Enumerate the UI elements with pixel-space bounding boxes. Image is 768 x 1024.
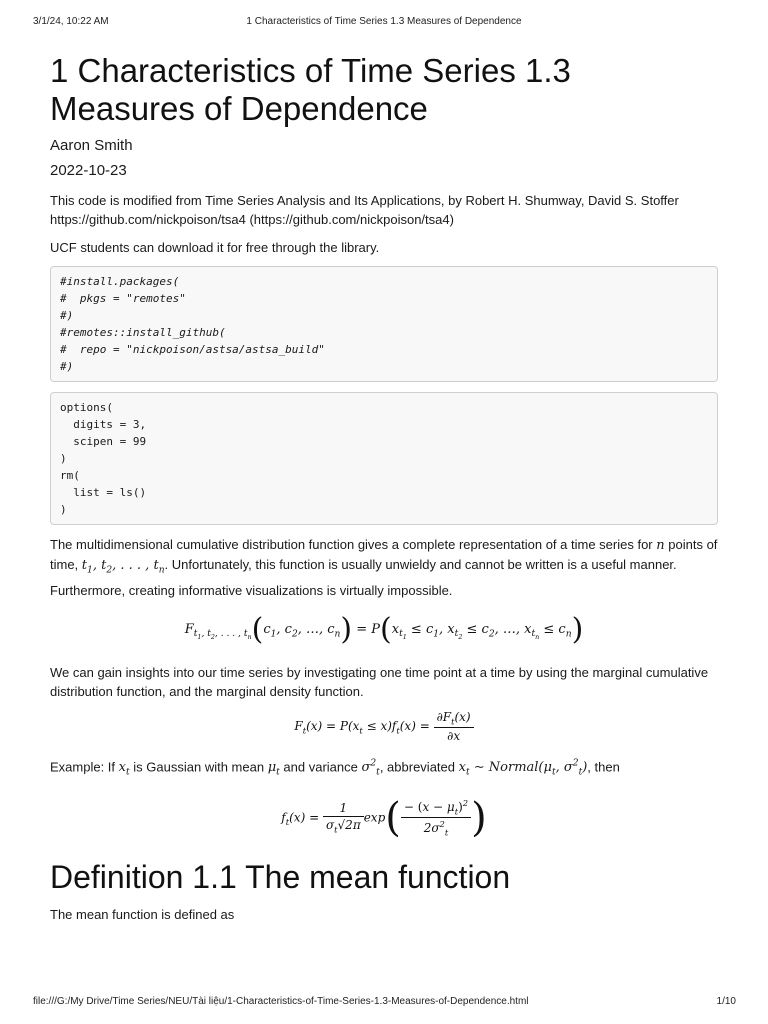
print-datetime: 3/1/24, 10:22 AM [33, 16, 109, 27]
math-xt: $x_t$ [118, 760, 130, 778]
math-mu: $\mu_t$ [267, 760, 280, 778]
cdf-text-a: The multidimensional cumulative distribution function gives a complete representation of a time series for [50, 537, 653, 552]
cdf-text-b: points of time, [50, 537, 718, 572]
intro-paragraph [50, 191, 718, 229]
print-page-title: 1 Characteristics of Time Series 1.3 Measures of Dependence [246, 16, 522, 27]
ucf-note: UCF students can download it for free through the library. [50, 240, 380, 255]
math-time-points: $t_1$, $t_2$, . . . , $t_n$ [81, 558, 165, 576]
code-options-text: options( digits = 3, scipen = 99 ) rm( list = ls() ) [60, 401, 147, 516]
cdf-text-c: . Unfortunately, this function is usually unwieldy and cannot be written is a useful manner. Furthermore, creating informative visualizations is virtually impossible. [50, 557, 677, 598]
document-author: Aaron Smith [50, 137, 133, 154]
example-text-c: and variance [283, 759, 358, 775]
math-n: n [656, 538, 665, 553]
equation-joint-cdf: $F_{t_1, t_2, . . . , t_n}(c_1$, $c_2$, …, $c_n) = P(x_{t_1} \le c_1$, $x_{t_2} \le c_2$, …, $x_{t_n} \le c_n$) [184, 611, 584, 647]
intro-text: This code is modified from Time Series Analysis and Its Applications, by Robert H. Shumway, David S. Stoffer [50, 193, 679, 208]
section-heading-mean-function: Definition 1.1 The mean function [50, 858, 511, 895]
example-text-d: , abbreviated [379, 759, 455, 775]
math-sigma: $\sigma^2_t$ [361, 758, 380, 778]
equation-marginal: $F_t(x) = P(x_t \le x)f_t(x)$ = $\frac{\partial F_t(x)}{\partial x}$ [50, 710, 718, 743]
marginal-paragraph: We can gain insights into our time series by investigating one time point at a time by using the marginal cumulative distribution function, and the marginal density function. [50, 664, 709, 699]
example-text-b: is Gaussian with mean [133, 759, 265, 775]
code-block-options[interactable] [50, 392, 718, 525]
example-text-e: , then [587, 759, 620, 775]
equation-gaussian-density: $f_t(x)$ = $\frac{1}{\sigma_t√2\pi}$ exp( $\frac{- (x - \mu_t)^2}{2\sigma^2_t}$ ) [281, 794, 487, 841]
print-file-path: file:///G:/My Drive/Time Series/NEU/Tài liệu/1-Characteristics-of-Time-Series-1.3-Measures-of-Dependence.html [33, 996, 529, 1007]
example-paragraph [50, 755, 718, 783]
example-text-a: Example: If [50, 759, 116, 775]
document-body [50, 52, 718, 933]
github-link[interactable]: https://github.com/nickpoison/tsa4 (https://github.com/nickpoison/tsa4) [50, 212, 454, 227]
code-install-text: #install.packages( # pkgs = "remotes" #) #remotes::install_github( # repo = "nickpoison/astsa/astsa_build" #) [60, 275, 325, 373]
code-block-install[interactable] [50, 266, 718, 382]
document-date: 2022-10-23 [50, 162, 127, 179]
cdf-paragraph [50, 535, 718, 600]
print-page-number: 1/10 [716, 996, 736, 1007]
mean-function-intro: The mean function is defined as [50, 906, 235, 922]
document-title: 1 Characteristics of Time Series 1.3 Measures of Dependence [50, 52, 571, 127]
math-normal: $x_t$ ∼ $Normal(\mu_t$, $\sigma^2_t$) [458, 758, 588, 778]
